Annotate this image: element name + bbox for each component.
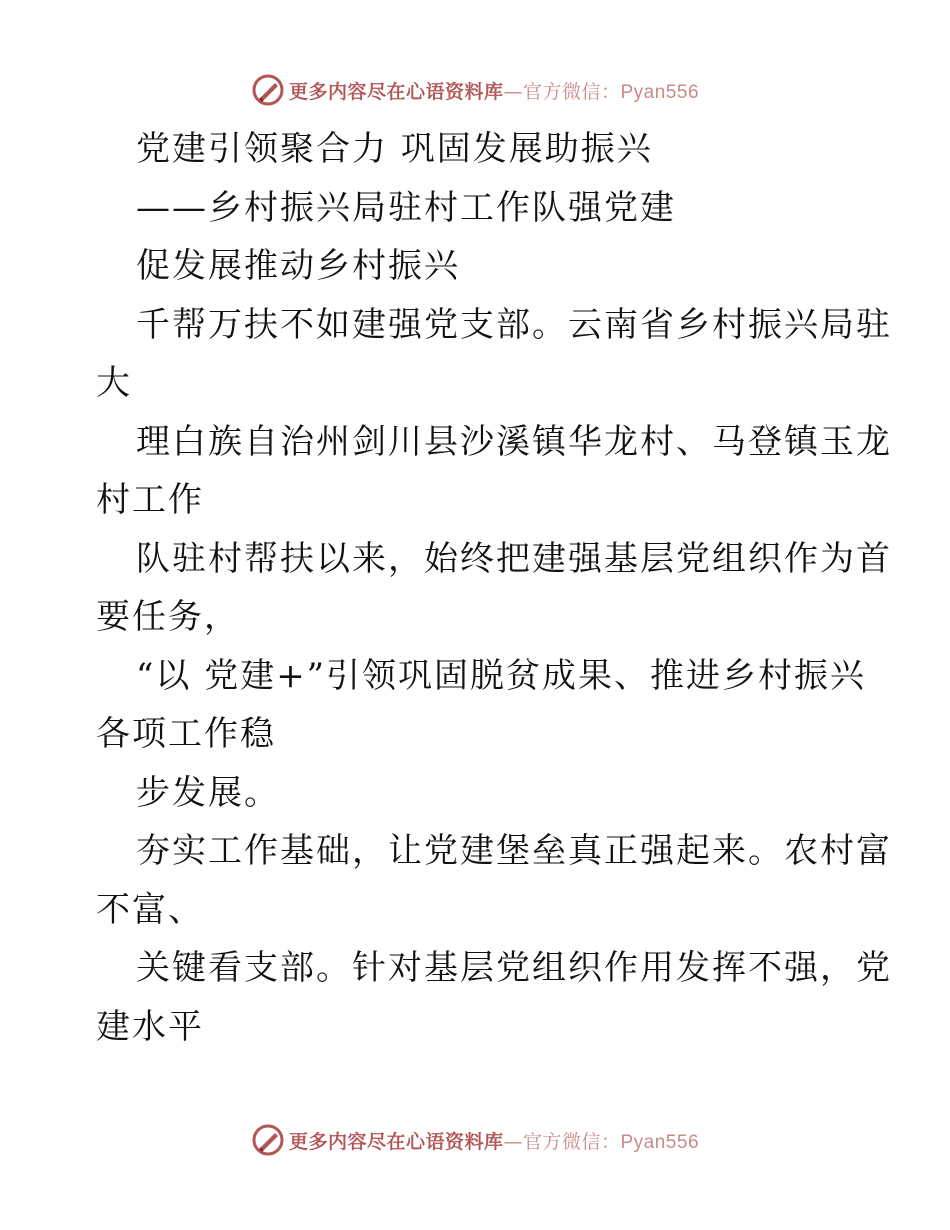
text-line: 夯实工作基础，让党建堡垒真正强起来。农村富: [136, 831, 892, 871]
document-body: [96, 120, 892, 1056]
text-line: 各项工作稳: [96, 714, 276, 754]
header-watermark: [0, 70, 950, 110]
text-line: 大: [96, 363, 132, 403]
watermark-suffix: 官方微信：: [522, 80, 621, 103]
text-line: 村工作: [96, 480, 204, 520]
watermark-wechat-id: Pyan556: [620, 81, 700, 103]
text-line: 促发展推动乡村振兴: [136, 246, 460, 286]
watermark-text: [289, 1127, 699, 1154]
pen-logo-icon: [251, 73, 285, 107]
footer-watermark: [0, 1120, 950, 1160]
text-line: “以 党建+”引领巩固脱贫成果、推进乡村振兴: [136, 655, 867, 696]
text-line: 理白族自治州剑川县沙溪镇华龙村、马登镇玉龙: [136, 421, 892, 462]
text-line: 建水平: [96, 1006, 204, 1047]
watermark-title: 更多内容尽在心语资料库: [288, 1130, 504, 1153]
watermark-suffix: 官方微信：: [522, 1130, 621, 1153]
text-line: 步发展。: [136, 772, 280, 813]
watermark-wechat-id: Pyan556: [620, 1131, 700, 1153]
watermark-text: [289, 77, 699, 104]
text-line: 队驻村帮扶以来，始终把建强基层党组织作为首: [136, 538, 892, 579]
text-line: 党建引领聚合力 巩固发展助振兴: [136, 129, 653, 169]
pen-logo-icon: [251, 1123, 285, 1157]
watermark-dash: —: [503, 1130, 523, 1153]
text-line: 千帮万扶不如建强党支部。云南省乡村振兴局驻: [136, 304, 892, 345]
watermark-title: 更多内容尽在心语资料库: [288, 80, 504, 103]
text-line: 关键看支部。针对基层党组织作用发挥不强，党: [136, 948, 892, 988]
text-line: 要任务，: [96, 597, 240, 637]
text-line: ——乡村振兴局驻村工作队强党建: [136, 187, 676, 228]
watermark-dash: —: [503, 80, 523, 103]
text-line: 不富、: [96, 889, 204, 930]
